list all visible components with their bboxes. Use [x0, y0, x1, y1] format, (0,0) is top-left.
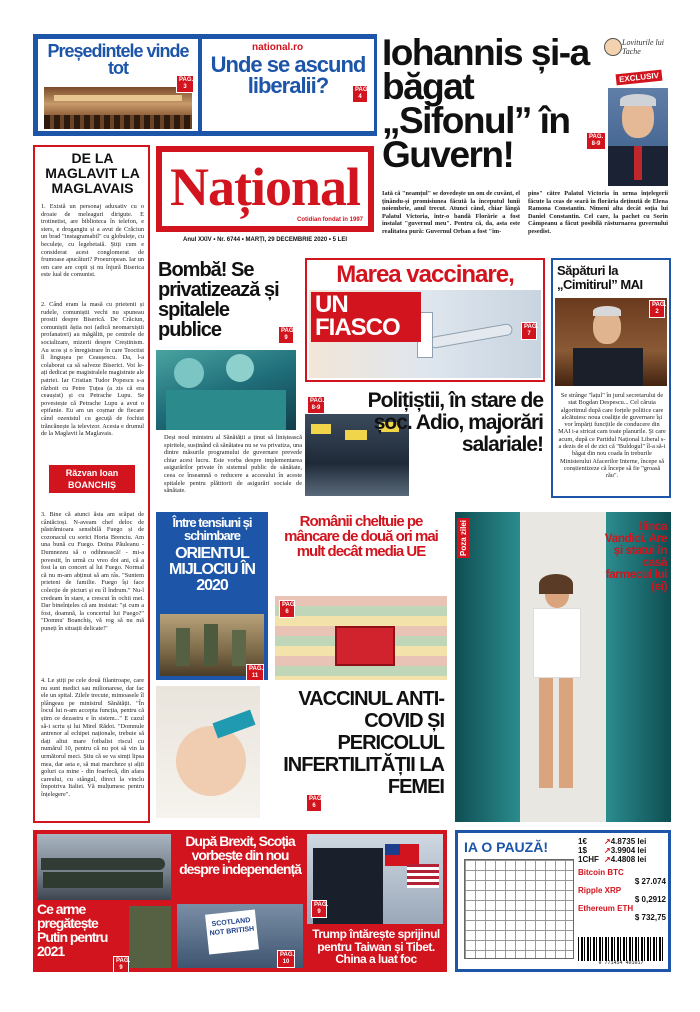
soldiers-parade-photo	[129, 906, 171, 968]
crossword-grid[interactable]	[464, 859, 574, 959]
page-ref: PAG. 9	[113, 956, 129, 972]
crypto-name: Ripple XRP	[578, 886, 622, 895]
editorial-column	[33, 145, 150, 823]
editorial-title: DE LA MAGLAVIT LA MAGLAVAIS	[45, 150, 140, 196]
brexit-title: După Brexit, Scoția vorbește din nou despre independență	[179, 833, 301, 877]
page-ref: PAG. 6	[306, 794, 322, 812]
mai-story[interactable]	[551, 258, 671, 498]
trump-title: Trump întărește sprijinul pentru Taiwan și Tibet. China a luat foc	[312, 927, 440, 966]
page-ref: PAG. 3	[176, 75, 194, 93]
photo-of-the-day[interactable]	[455, 512, 671, 822]
page-ref: PAG. 11	[246, 664, 264, 680]
editorial-p3: 3. Bine că atunci ăsta am scăpat de cântăcioși. N-aveam chef deloc de păstrămioara sensibilă Fuego și de cozonacul cu sorici Horia Brenciu. Am una bună cu Fuego. Doina Păuleanu - Dumnezeu să o odihnească! - mi-a povestit, în urmă cu vreo doi ani, că a fost la un concert al lui Fuego. Normal că nu m-am abținut să am râs. "Suntem prieteni de familie. Fuego își face colecție de picturi și eu îl îndrum." Nu-l credeam în stare, a crescut în ochii mei. Dar bineînțeles că am insistat: "și cum a fost, doamnă, la concertul lui Fuego?" "Domnu' Boanchiș, vă rog să nu mă puneți în situații delicate!"	[41, 511, 144, 632]
hospitals-body: Deși noul ministru al Sănătății a ținut să liniștească spiritele, susținând că sănătatea nu se va privatiza, una dintre măsurile programului de guvernare prevede chiar acest lucru. Este vorba despre implementarea asigurărilor private în sistemul public de sănătate, ceea ce înseamnă o reducere a accesului în aceste spitalele pentru plătitorii de asigurări sociale de sănătate.	[164, 434, 302, 495]
page-ref: PAG. 2	[649, 300, 665, 318]
promo-president-title: Președintele vinde tot	[47, 41, 189, 79]
vaccination-title-2: UN FIASCO	[311, 292, 421, 342]
photo-day-label: Poza zilei	[459, 520, 468, 557]
rate-value: 3.9904 lei	[610, 846, 647, 855]
crypto-name: Ethereum ETH	[578, 904, 634, 913]
exclusive-badge: EXCLUSIV	[616, 70, 663, 86]
police-story[interactable]	[305, 386, 545, 498]
page-ref: PAG. 8-9	[307, 396, 325, 414]
crypto-name: Bitcoin BTC	[578, 868, 624, 877]
promo-liberals-title: Unde se ascund liberalii?	[210, 52, 366, 98]
crypto-value: $ 27.074	[634, 877, 666, 886]
rate-currency: 1CHF	[578, 855, 599, 864]
page-ref: PAG. 9	[311, 900, 327, 918]
crypto-value: $ 732,75	[634, 913, 666, 922]
editorial-p1: 1. Există un personaj aduxativ cu o droaie de meleaguri dirigute. E trotinetist, are biblioteca în telefon, e sters, e drogangiu și a avut de Crăciun un brad "instagramabil" cu globulețe, cu beculețe, cu legebetaiă. Știți cum e considerat acest conglomerat de frumoase apucături? Proeuropean. Iar un om care are copii și nu înjură Biserica este lual de comunist.	[41, 203, 144, 279]
page-ref: PAG. 7	[521, 322, 537, 340]
mai-body: Se strânge "lațul" în jurul secretarului de stat Bogdan Despescu... Cel căruia algoritmul după care forțele politice care alcătuiesc noua coaliție de guvernare își vor împărți funcțiile de conducere din MAI i-a stricat cam toate planurile. Și care acum, după ce Partidul Național Liberal s-a dezis de el de zici că "Buldogul" îl-a să-i băgat din nou coada în treburile Ministerului Afacerilor Interne, începe să conștientizeze că începe să fie "groasă rău".	[558, 392, 666, 480]
vaccination-story[interactable]	[305, 258, 545, 382]
rate-value: 4.4808 lei	[610, 855, 647, 864]
mai-title: Săpături la „Cimitirul” MAI	[557, 263, 643, 292]
vaccine-story[interactable]	[156, 686, 446, 822]
page-ref: PAG. 9	[278, 326, 294, 344]
iohannis-photo	[608, 88, 668, 186]
surgery-photo	[156, 350, 296, 430]
page-ref: PAG. 4	[352, 85, 368, 103]
cartoon-face-icon	[604, 38, 622, 56]
author-box	[49, 465, 135, 493]
vaccination-title-1: Marea vaccinare,	[336, 261, 514, 288]
issue-info: Anul XXIV • Nr. 6744 • MARȚI, 29 DECEMBRIE 2020 • 5 LEI	[182, 237, 348, 243]
barcode	[578, 937, 664, 961]
editorial-p4: 4. Le știți pe cele două filantroape, care nu sunt medici sau milionarese, dar fac ele un spital. Zilele trecute, mimoasele îl plângeau pe ministrul Sănătății. "În locul lui n-am accepta funcția, pentru că știm ce dezastru e în sistem..." E cazul să-i scriu și lui Mirel Rădoi. "Domnule antrenor al echipei naționale, trebuie să dați altui mare fotbalist riscul cu numărul 10, pentru că nu pot să vin la următorul meci. Știu că se va simți lipsa mea, dar asta e, să mai marcheze și alții goluri ca mine - din foarfecă, din afara careului, cu stângul, direct la vinclu împotriva Italiei. Vă mulțumesc pentru înțelegere".	[41, 677, 144, 798]
masthead-logo-box	[156, 146, 374, 232]
masthead-logo: Național	[169, 157, 361, 217]
police-title: Polițiștii, în stare de șoc. Adio, majorări salariale!	[367, 389, 543, 456]
orient-story[interactable]	[156, 512, 268, 680]
rate-row: 1$ ↗3.9904 lei	[578, 846, 647, 855]
rate-currency: 1$	[578, 846, 587, 855]
bottom-band	[33, 830, 447, 972]
auction-photo	[44, 87, 192, 129]
food-title: Românii cheltuie pe mâncare de două ori mai mult decât media UE	[284, 513, 438, 560]
rate-row: 1€ ↗4.8735 lei	[578, 837, 647, 846]
rate-currency: 1€	[578, 837, 587, 846]
page-ref: PAG. 10	[277, 950, 295, 968]
column-logo	[602, 36, 668, 68]
puzzle-rates-box	[455, 830, 671, 972]
crypto-value: $ 0,2912	[634, 895, 666, 904]
page-ref: PAG. 6	[279, 600, 295, 618]
column-logo-text: Loviturile lui Tache	[622, 38, 664, 56]
food-story[interactable]	[275, 512, 447, 680]
missile-photo	[37, 834, 171, 900]
puzzle-title: IA O PAUZĂ!	[464, 839, 548, 855]
trump-photo	[307, 834, 443, 924]
editorial-p2: 2. Când eram la masă cu prietenii și rudele, comuniștii vechi nu spuneau prostii despre Biserică. De Crăciun, comuniștii ăștia noi (adică neomarxiștii profanatori) au măgălitt, pe centrele de socializare, mizerii despre Creștinism. Au scos și o înregistrare în care Teoctist îl lingușea pe Ceaușescu. Da, l-a colaborat ca să salveze Biserici. Voi le-ați dedicat pe magistralele magistrate ale patriei. Iar Cristian Tudor Popescu s-a războit cu Petre Țuțea (a zis că era ceaușist) și cu Petrache Lupu. Se povestește că Petrache Lupu a avut o epifanie. Eu am un coșmar de fiecare când ozenistul cu gecuță de fochist trăncănește la televizor. Acesta e drumul de la Maglavit la Maglavais.	[41, 301, 144, 438]
masthead	[156, 146, 374, 254]
promo-box-president[interactable]	[38, 39, 198, 131]
orient-title-2: ORIENTUL MIJLOCIU ÎN 2020	[169, 545, 255, 594]
rate-row: 1CHF ↗4.4808 lei	[578, 855, 647, 864]
lead-title: Iohannis și-a băgat „Sifonul” în Guvern!	[382, 34, 589, 175]
top-promo-banner	[33, 34, 377, 136]
site-url: national.ro	[252, 42, 304, 53]
rate-value: 4.8735 lei	[610, 837, 647, 846]
page-ref: PAG. 8-9	[586, 132, 606, 150]
lead-body-col1: Iată că "neamțul" se dovedește un om de cuvânt, el ținându-și promisiunea făcută la începutul lunii noiembrie, anul trecut. Atunci când, chiar lângă Palatul Victoria, într-o bandă Florărie a fost instalat "guvernul meu". Pentru că, da, asta este realitatea pură: Guvernul Orban a fost "im-	[382, 190, 520, 235]
barcode-number: 9 771454 401017	[598, 960, 644, 966]
orient-title: Între tensiuni și schimbare	[172, 515, 252, 543]
author-first-name: Răzvan Ioan	[65, 468, 119, 478]
masthead-tagline: Cotidian fondat în 1997	[296, 217, 363, 223]
protest-sign: SCOTLAND NOT BRITISH	[205, 909, 259, 954]
author-last-name: BOANCHIȘ	[67, 480, 116, 490]
promo-box-liberals[interactable]	[202, 39, 374, 131]
hospitals-title: Bombă! Se privatizează și spitalele publice	[158, 259, 279, 341]
lead-story[interactable]	[380, 34, 670, 254]
currency-rates	[578, 837, 666, 935]
arms-title: Ce arme pregătește Putin pentru 2021	[37, 901, 108, 959]
pregnant-photo	[156, 686, 260, 818]
photo-day-caption: Ilinca Vandici. Are și statui în casă farmecul lui (ei)	[604, 519, 667, 593]
lead-body-col2: pins" către Palatul Victoria în urma înțelegerii făcute la ceas de seară în florăria deținută de Elena Ramona Constantin. Nimeni alta decât soția lui Daniel Constantin. Cel care, la pachet cu Sorin Câmpeanu a făcut posibilă răsturnarea guvernului pesedist.	[528, 190, 668, 235]
vaccine-title: VACCINUL ANTI-COVID ȘI PERICOLUL INFERTILITĂȚII LA FEMEI	[283, 688, 444, 798]
supermarket-photo	[275, 596, 447, 680]
